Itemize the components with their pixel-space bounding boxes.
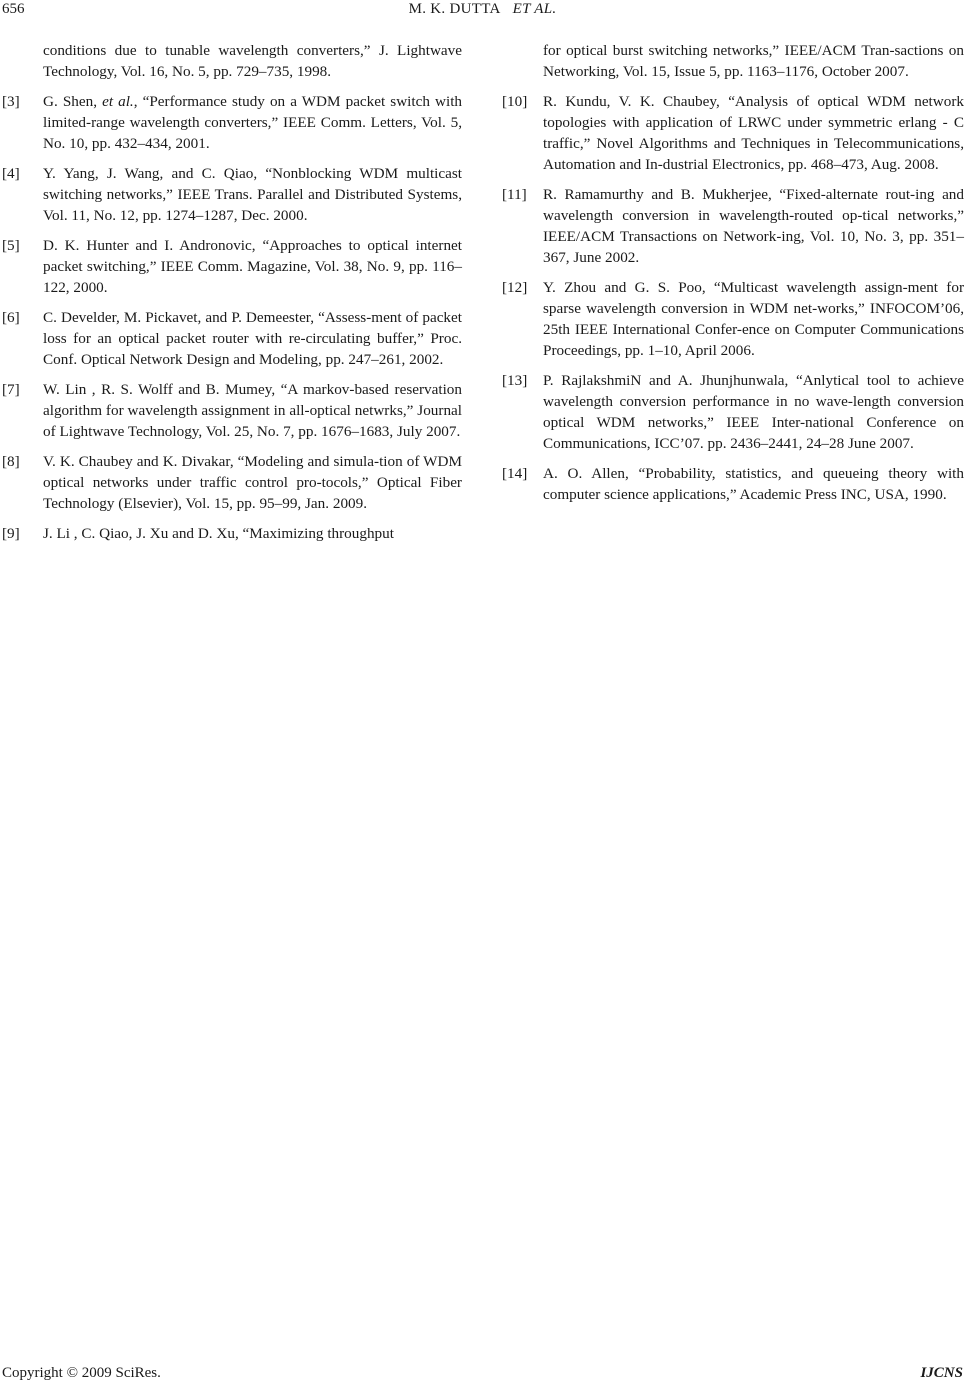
reference-number: [13] <box>502 372 528 389</box>
reference-text: D. K. Hunter and I. Andronovic, “Approaches to optical internet packet switching,” IEEE Comm. Magazine, Vol. 38, No. 9, pp. 116–122, 2000. <box>43 237 462 296</box>
reference-12 <box>502 277 964 361</box>
reference-number: [4] <box>2 165 20 182</box>
reference-number: [12] <box>502 279 528 296</box>
reference-text: conditions due to tunable wavelength converters,” J. Lightwave Technology, Vol. 16, No. 5, pp. 729–735, 1998. <box>43 42 462 80</box>
reference-8 <box>2 451 462 514</box>
reference-text: W. Lin , R. S. Wolff and B. Mumey, “A markov-based reservation algorithm for wavelength assignment in all-optical netwrks,” Journal of Lightwave Technology, Vol. 25, No. 7, pp. 1676–1683, July 2007. <box>43 381 462 440</box>
left-column <box>2 40 462 544</box>
reference-text: A. O. Allen, “Probability, statistics, and queueing theory with computer science applications,” Academic Press INC, USA, 1990. <box>543 465 964 503</box>
reference-4 <box>2 163 462 226</box>
reference-text: R. Ramamurthy and B. Mukherjee, “Fixed-alternate rout-ing and wavelength conversion in wavelength-routed op-tical networks,” IEEE/ACM Transactions on Network-ing, Vol. 10, No. 3, pp. 351–367, June 2002. <box>543 186 964 266</box>
reference-text-pre: G. Shen, <box>43 93 103 110</box>
reference-number: [8] <box>2 453 20 470</box>
reference-13 <box>502 370 964 454</box>
reference-text: C. Develder, M. Pickavet, and P. Demeester, “Assess-ment of packet loss for an optical packet router with re-circulating buffer,” Proc. Conf. Optical Network Design and Modeling, pp. 247–261, 2002. <box>43 309 462 368</box>
reference-text: for optical burst switching networks,” IEEE/ACM Tran-sactions on Networking, Vol. 15, Issue 5, pp. 1163–1176, October 2007. <box>543 42 964 80</box>
running-head-et-al: ET AL. <box>512 1 557 17</box>
reference-number: [6] <box>2 309 20 326</box>
reference-number: [5] <box>2 237 20 254</box>
reference-7 <box>2 379 462 442</box>
reference-text-italic: et al. <box>102 93 134 110</box>
reference-2-continuation <box>2 40 462 82</box>
reference-10 <box>502 91 964 175</box>
reference-5 <box>2 235 462 298</box>
footer-copyright: Copyright © 2009 SciRes. <box>2 1365 161 1381</box>
running-head <box>0 1 965 18</box>
reference-text: P. RajlakshmiN and A. Jhunjhunwala, “Anlytical tool to achieve wavelength conversion performance in no wave-length conversion optical WDM networks,” IEEE Inter-national Conference on Communications, ICC’07. pp. 2436–2441, 24–28 June 2007. <box>543 372 964 452</box>
reference-3 <box>2 91 462 154</box>
right-column <box>502 40 964 505</box>
reference-number: [3] <box>2 93 20 110</box>
reference-number: [14] <box>502 465 528 482</box>
reference-number: [10] <box>502 93 528 110</box>
reference-11 <box>502 184 964 268</box>
reference-text: Y. Zhou and G. S. Poo, “Multicast wavelength assign-ment for sparse wavelength conversion in WDM net-works,” INFOCOM’06, 25th IEEE International Confer-ence on Computer Communications Proceedings, pp. 1–10, April 2006. <box>543 279 964 359</box>
page-number: 656 <box>2 1 25 17</box>
reference-text: R. Kundu, V. K. Chaubey, “Analysis of optical WDM network topologies with application of LRWC under symmetric erlang - C traffic,” Novel Algorithms and Techniques in Telecommunications, Automation and In-dustrial Electronics, pp. 468–473, Aug. 2008. <box>543 93 964 173</box>
reference-9 <box>2 523 462 544</box>
reference-9-continuation <box>502 40 964 82</box>
reference-number: [7] <box>2 381 20 398</box>
reference-number: [9] <box>2 525 20 542</box>
reference-14 <box>502 463 964 505</box>
reference-text-post: , “Performance study on a WDM packet switch with limited-range wavelength converters,” IEEE Comm. Letters, Vol. 5, No. 10, pp. 432–434, 2001. <box>43 93 463 152</box>
reference-number: [11] <box>502 186 527 203</box>
reference-text: V. K. Chaubey and K. Divakar, “Modeling and simula-tion of WDM optical networks under traffic control pro-tocols,” Optical Fiber Technology (Elsevier), Vol. 15, pp. 95–99, Jan. 2009. <box>43 453 462 512</box>
footer-journal: IJCNS <box>920 1365 963 1381</box>
reference-text: Y. Yang, J. Wang, and C. Qiao, “Nonblocking WDM multicast switching networks,” IEEE Trans. Parallel and Distributed Systems, Vol. 11, No. 12, pp. 1274–1287, Dec. 2000. <box>43 165 462 224</box>
reference-6 <box>2 307 462 370</box>
reference-text: J. Li , C. Qiao, J. Xu and D. Xu, “Maximizing throughput <box>43 525 394 542</box>
running-head-authors: M. K. DUTTA <box>408 1 501 17</box>
